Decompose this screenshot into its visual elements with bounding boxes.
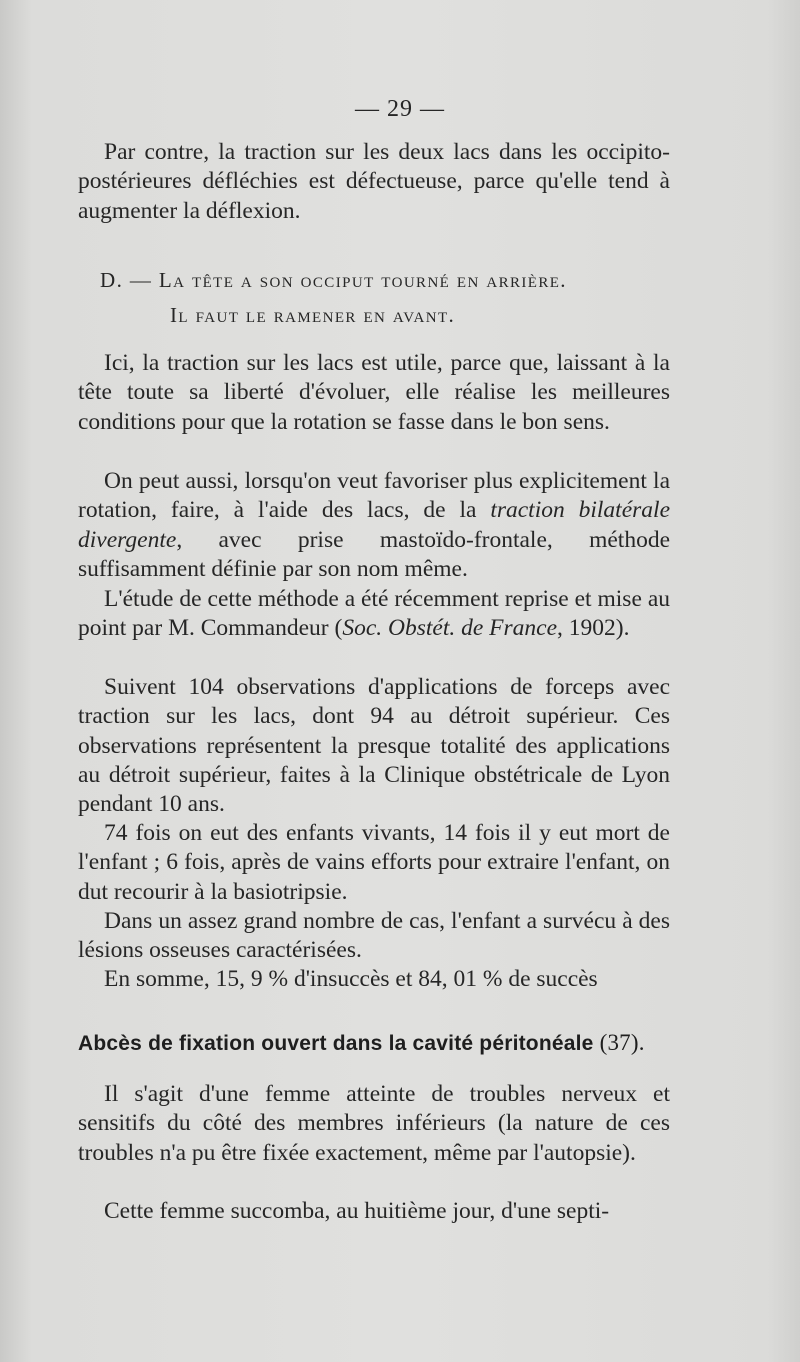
paragraph-commandeur bbox=[78, 585, 670, 644]
paragraph-somme: En somme, 15, 9 % d'insuccès et 84, 01 % de succès bbox=[104, 966, 598, 992]
text-run: On peut aussi, lorsqu'on veut favoriser plus explicitement la rotation, faire, à l'aide des lacs, de la bbox=[78, 468, 670, 524]
italic-citation: Soc. Obstét. de France bbox=[342, 615, 558, 642]
text-run: L'étude de cette méthode a été récemment reprise et mise au point par M. Commandeur ( bbox=[78, 586, 670, 642]
heading-line-1: D. — La tête a son occiput tourné en arrière. bbox=[100, 268, 567, 292]
paragraph-occipito-posterior: Par contre, la traction sur les deux lacs dans les occipito-postérieures défléchies est défectueuse, parce qu'elle tend à augmenter la déflexion. bbox=[78, 139, 670, 224]
paragraph-lesions: Dans un assez grand nombre de cas, l'enfant a survécu à des lésions osseuses caractérisées. bbox=[78, 908, 670, 964]
text-run: , avec prise mastoïdo-frontale, méthode suffisamment définie par son nom même. bbox=[78, 526, 670, 582]
section-heading-d-subtitle bbox=[170, 303, 750, 328]
section-title-abces bbox=[78, 1030, 678, 1056]
section-reference-number: (37). bbox=[599, 1030, 645, 1055]
paragraph-traction-utile: Ici, la traction sur les lacs est utile, parce que, laissant à la tête toute sa liberté d'évoluer, elle réalise les meilleures conditions pour que la rotation se fasse dans le bon sens. bbox=[78, 350, 670, 435]
paragraph-traction-bilaterale bbox=[78, 467, 670, 584]
section-title-text: Abcès de fixation ouvert dans la cavité péritonéale bbox=[78, 1032, 594, 1055]
paragraph-results: 74 fois on eut des enfants vivants, 14 fois il y eut mort de l'enfant ; 6 fois, après de vains efforts pour extraire l'enfant, on dut recourir à la basiotripsie. bbox=[78, 820, 670, 905]
section-heading-d bbox=[100, 268, 680, 293]
page-number: — 29 — bbox=[355, 96, 445, 122]
paragraph-observations: Suivent 104 observations d'applications de forceps avec traction sur les lacs, dont 94 au détroit supérieur. Ces observations représentent la presque totalité des applications au détroit supérieur, faites à la Clinique obstétricale de Lyon pendant 10 ans. bbox=[78, 674, 670, 818]
heading-line-2: Il faut le ramener en avant. bbox=[170, 303, 456, 327]
text-run: , 1902). bbox=[557, 615, 630, 642]
paragraph-femme: Il s'agit d'une femme atteinte de troubles nerveux et sensitifs du côté des membres inférieurs (la nature de ces troubles n'a pu être fixée exactement, même par l'autopsie). bbox=[78, 1081, 670, 1166]
paragraph-succomba: Cette femme succomba, au huitième jour, d'une septi- bbox=[104, 1198, 610, 1224]
italic-term: traction bilatérale divergente bbox=[78, 497, 670, 553]
